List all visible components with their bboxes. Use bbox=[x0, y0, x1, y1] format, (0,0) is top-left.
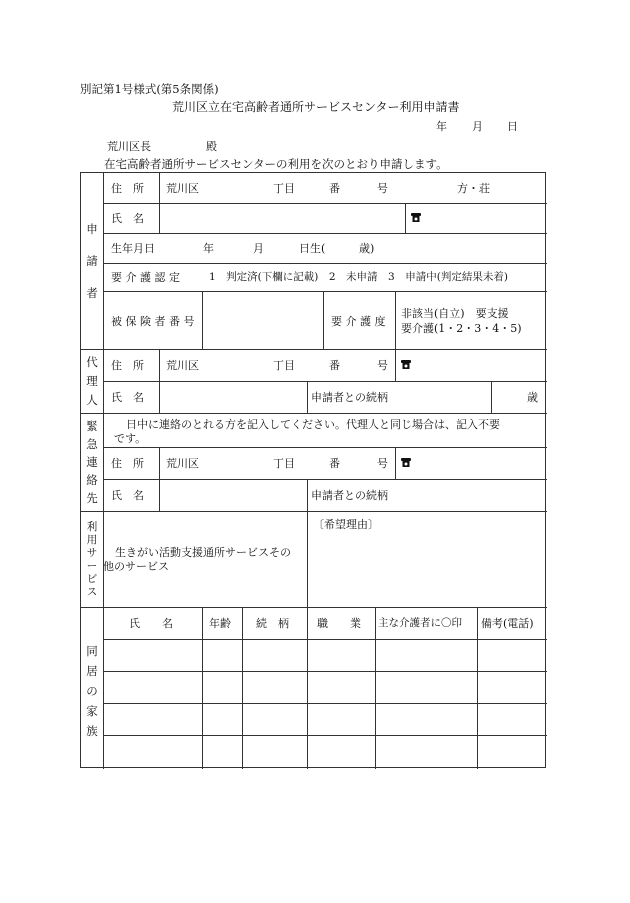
applicant-phone-field[interactable] bbox=[411, 212, 421, 225]
applicant-address-chome: 丁目 bbox=[273, 182, 295, 195]
applicant-section-label: 申 請 者 bbox=[86, 222, 98, 300]
emergency-address-label: 住 所 bbox=[111, 457, 144, 470]
family-header-caregiver: 主な介護者に〇印 bbox=[378, 617, 462, 629]
family-section-label: 同 居 の 家 族 bbox=[86, 644, 98, 738]
applicant-address-go: 号 bbox=[377, 182, 388, 195]
emergency-address-banchi: 番 bbox=[329, 457, 340, 470]
agent-address-label: 住 所 bbox=[111, 359, 144, 372]
applicant-address-banchi: 番 bbox=[329, 182, 340, 195]
telephone-icon bbox=[411, 213, 421, 222]
emergency-section-label: 緊 急 連 絡 先 bbox=[86, 419, 98, 505]
agent-address-banchi: 番 bbox=[329, 359, 340, 372]
agent-phone-field[interactable] bbox=[401, 359, 411, 372]
applicant-address-ward: 荒川区 bbox=[166, 182, 199, 195]
agent-address-chome: 丁目 bbox=[273, 359, 295, 372]
intro-text: 在宅高齢者通所サービスセンターの利用を次のとおり申請します。 bbox=[104, 157, 448, 171]
agent-section-label: 代 理 人 bbox=[86, 355, 98, 407]
form-number: 別記第1号様式(第5条関係) bbox=[80, 82, 219, 96]
emergency-address-go: 号 bbox=[377, 457, 388, 470]
date-day: 日 bbox=[507, 120, 518, 133]
application-form-table bbox=[80, 172, 546, 768]
applicant-name-field[interactable] bbox=[161, 205, 403, 231]
emergency-note-line2: です。 bbox=[114, 432, 147, 445]
family-header-age: 年齢 bbox=[209, 617, 231, 630]
agent-address-go: 号 bbox=[377, 359, 388, 372]
telephone-icon bbox=[401, 360, 411, 369]
honorific: 殿 bbox=[206, 140, 217, 153]
date-month: 月 bbox=[472, 120, 483, 133]
emergency-address-chome: 丁目 bbox=[273, 457, 295, 470]
emergency-note-line1: 日中に連絡のとれる方を記入してください。代理人と同じ場合は、記入不要 bbox=[126, 418, 500, 431]
service-section-label: 利 用 サ ー ビ ス bbox=[86, 521, 98, 598]
family-header-name: 氏 名 bbox=[129, 617, 173, 630]
date-year: 年 bbox=[436, 120, 447, 133]
family-header-occupation: 職 業 bbox=[317, 617, 361, 630]
care-level-line2[interactable]: 要介護(1・2・3・4・5) bbox=[401, 322, 522, 335]
emergency-phone-field[interactable] bbox=[401, 457, 411, 470]
form-title: 荒川区立在宅高齢者通所サービスセンター利用申請書 bbox=[172, 100, 460, 114]
emergency-name-label: 氏 名 bbox=[111, 489, 144, 502]
agent-relation-label: 申請者との続柄 bbox=[311, 391, 388, 404]
care-level-label: 要 介 護 度 bbox=[331, 315, 386, 328]
applicant-address-label: 住 所 bbox=[111, 182, 144, 195]
emergency-relation-label: 申請者との続柄 bbox=[311, 489, 388, 502]
agent-address-ward: 荒川区 bbox=[166, 359, 199, 372]
emergency-address-ward: 荒川区 bbox=[166, 457, 199, 470]
applicant-birth-month: 月 bbox=[253, 242, 264, 255]
care-level-line1[interactable]: 非該当(自立) 要支援 bbox=[401, 307, 509, 320]
applicant-name-label: 氏 名 bbox=[111, 212, 144, 225]
care-cert-label: 要 介 護 認 定 bbox=[111, 271, 180, 284]
agent-age-unit: 歳 bbox=[527, 391, 538, 404]
applicant-birth-age: 歳) bbox=[359, 242, 375, 255]
applicant-address-kata-so: 方・荘 bbox=[457, 182, 490, 195]
service-line1: 生きがい活動支援通所サービスその bbox=[115, 546, 291, 559]
applicant-birth-day: 日生( bbox=[299, 242, 326, 255]
service-line2: 他のサービス bbox=[103, 560, 169, 573]
family-header-remarks: 備考(電話) bbox=[481, 617, 534, 630]
addressee: 荒川区長 bbox=[107, 140, 151, 153]
applicant-birth-label: 生年月日 bbox=[111, 242, 155, 255]
insured-number-label: 被 保 険 者 番 号 bbox=[111, 315, 195, 328]
telephone-icon bbox=[401, 458, 411, 467]
insured-number-field[interactable] bbox=[204, 293, 321, 347]
hope-reason-label: 〔希望理由〕 bbox=[313, 518, 379, 531]
applicant-birth-year: 年 bbox=[203, 242, 214, 255]
family-header-relation: 続 柄 bbox=[256, 617, 289, 630]
agent-name-label: 氏 名 bbox=[111, 391, 144, 404]
care-cert-options[interactable]: 1 判定済(下欄に記載) 2 未申請 3 申請中(判定結果未着) bbox=[209, 271, 508, 283]
